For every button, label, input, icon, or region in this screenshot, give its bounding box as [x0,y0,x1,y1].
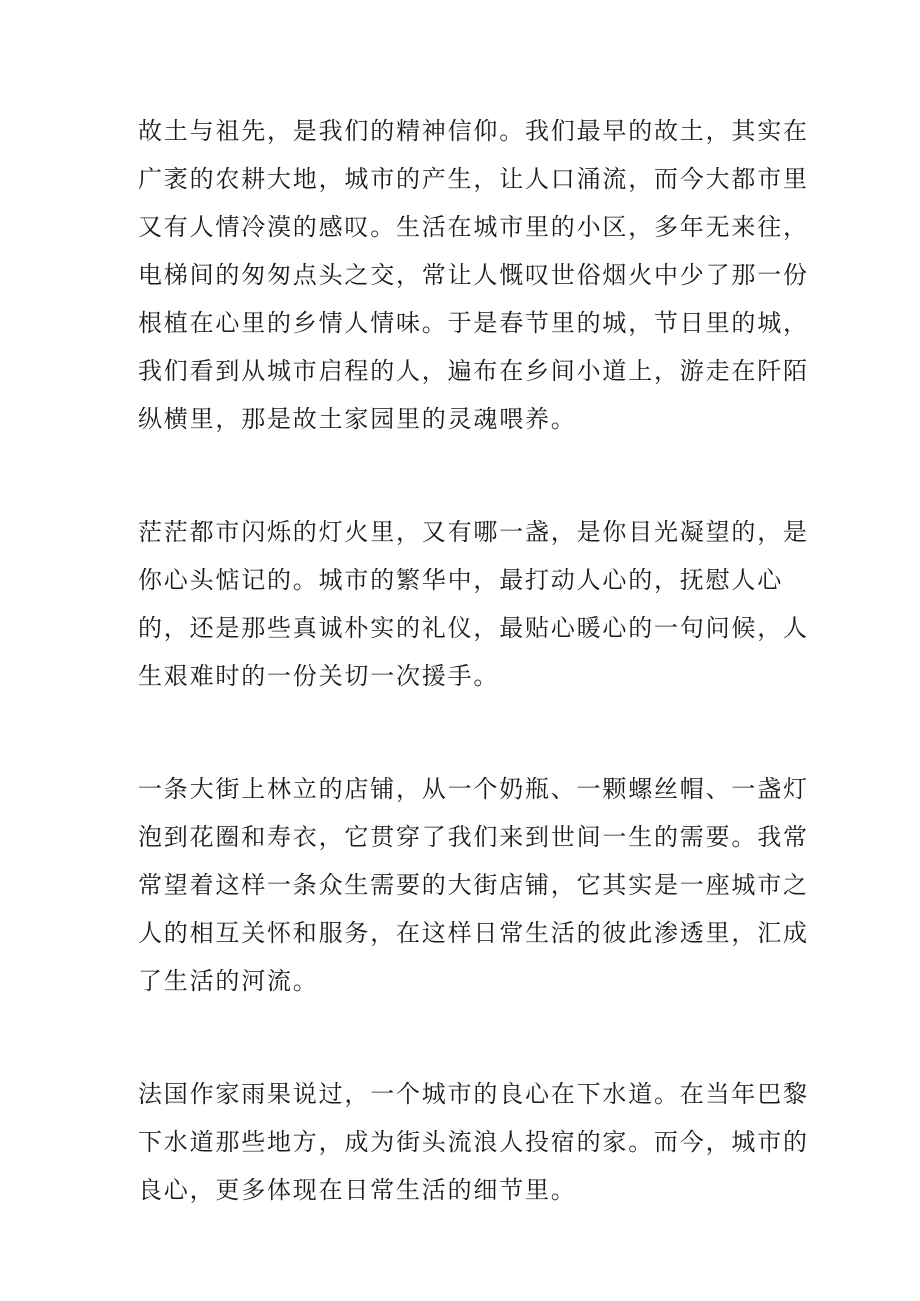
text-line: 法国作家雨果说过，一个城市的良心在下水道。在当年巴黎 [138,1080,809,1108]
text-line: 了生活的河流。 [138,967,319,995]
text-line: 广袤的农耕大地，城市的产生，让人口涌流，而今大都市里 [138,165,809,193]
text-line: 又有人情冷漠的感叹。生活在城市里的小区，多年无来往， [138,213,809,241]
text-line: 我们看到从城市启程的人，遍布在乡间小道上，游走在阡陌 [138,357,809,385]
document-body [138,107,809,1214]
text-line: 根植在心里的乡情人情味。于是春节里的城，节日里的城， [138,309,809,337]
text-line: 下水道那些地方，成为街头流浪人投宿的家。而今，城市的 [138,1128,809,1156]
text-line: 常望着这样一条众生需要的大街店铺，它其实是一座城市之 [138,871,809,899]
paragraph-spacer [138,443,788,508]
text-line: 生艰难时的一份关切一次援手。 [138,662,500,690]
text-line: 茫茫都市闪烁的灯火里，又有哪一盏，是你目光凝望的，是 [138,518,809,546]
paragraph-4 [138,1070,809,1214]
text-line: 的，还是那些真诚朴实的礼仪，最贴心暖心的一句问候，人 [138,614,809,642]
paragraph-spacer [138,700,788,765]
text-line: 电梯间的匆匆点头之交，常让人慨叹世俗烟火中少了那一份 [138,261,809,289]
text-line: 一条大街上林立的店铺，从一个奶瓶、一颗螺丝帽、一盏灯 [138,775,809,803]
paragraph-spacer [138,1005,788,1070]
paragraph-3 [138,765,809,1005]
text-line: 故土与祖先，是我们的精神信仰。我们最早的故土，其实在 [138,117,809,145]
text-line: 纵横里，那是故土家园里的灵魂喂养。 [138,405,577,433]
text-line: 人的相互关怀和服务，在这样日常生活的彼此渗透里，汇成 [138,919,809,947]
paragraph-1 [138,107,809,443]
text-line: 你心头惦记的。城市的繁华中，最打动人心的，抚慰人心 [138,566,783,594]
text-line: 良心，更多体现在日常生活的细节里。 [138,1176,577,1204]
text-line: 泡到花圈和寿衣，它贯穿了我们来到世间一生的需要。我常 [138,823,809,851]
paragraph-2 [138,508,809,700]
